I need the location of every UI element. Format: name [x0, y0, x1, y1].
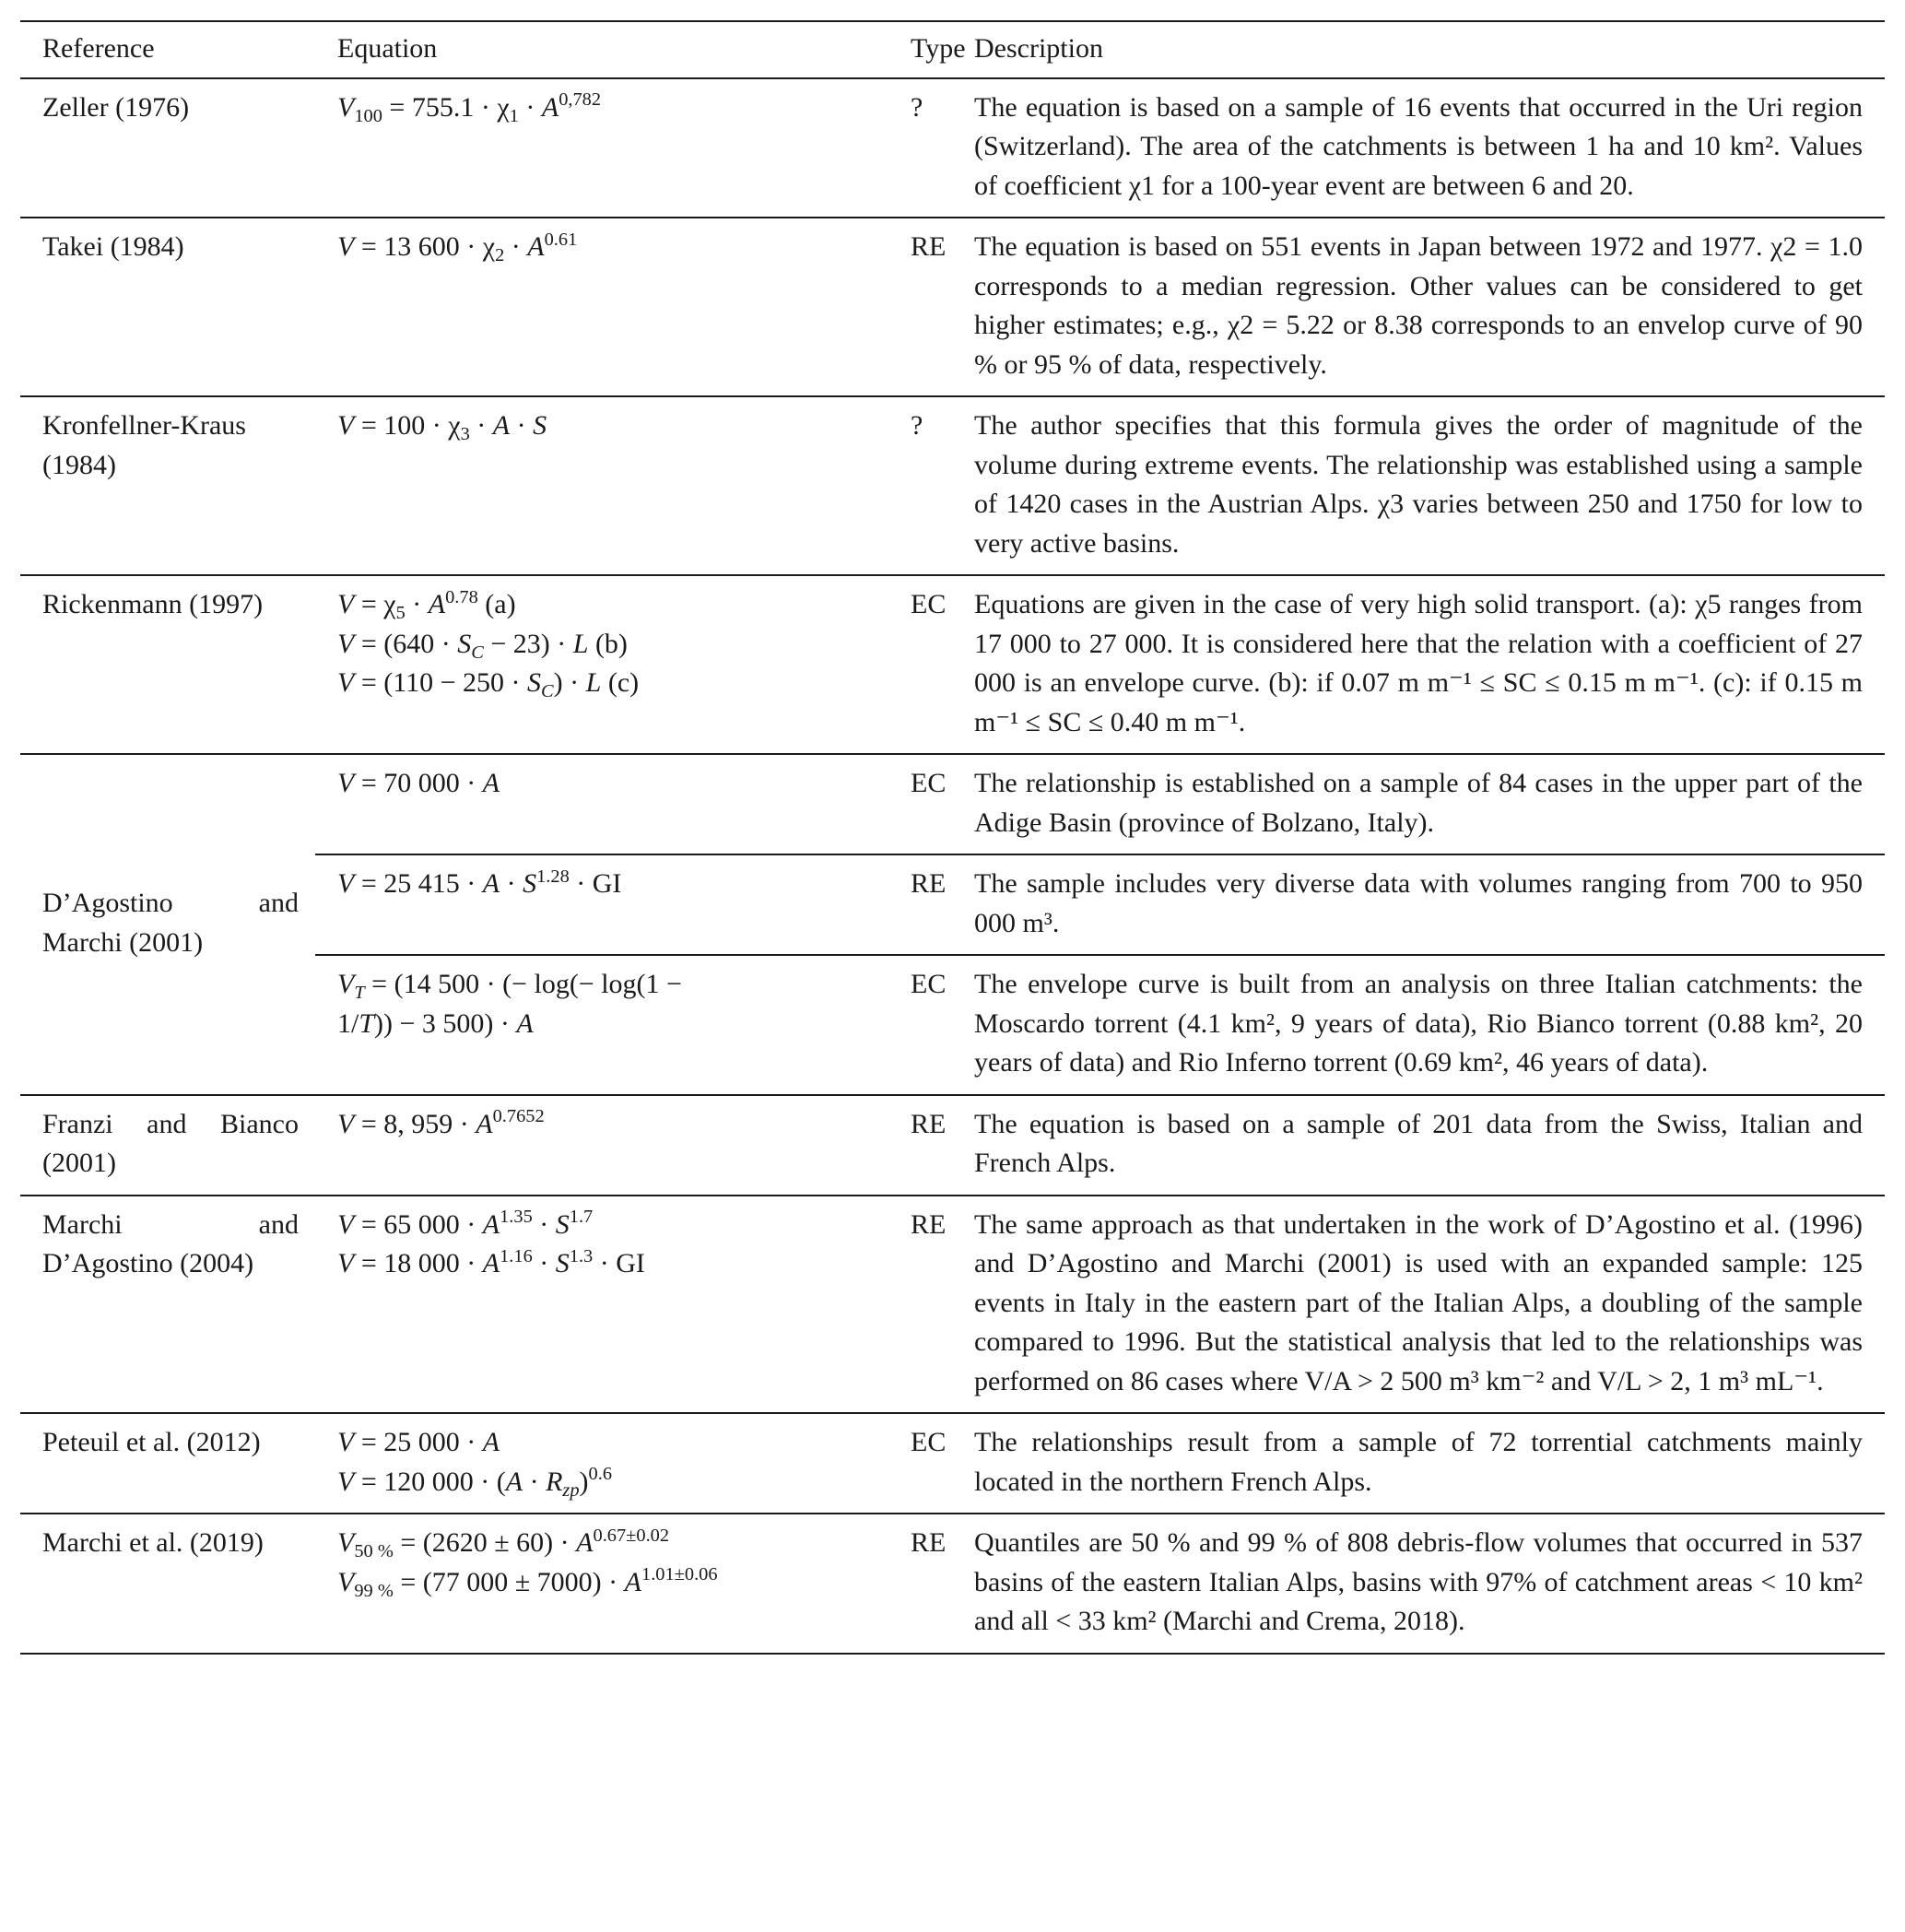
- equation-line: 1/T)) − 3 500) · A: [337, 1007, 534, 1039]
- reference-cell: Marchi and D’Agostino (2004): [42, 1208, 299, 1278]
- table-row: [20, 1413, 1885, 1514]
- reference-cell: Zeller (1976): [42, 91, 190, 123]
- type-cell: RE: [911, 1108, 947, 1139]
- description-cell: The sample includes very diverse data with volumes ranging from 700 to 950 000 m³.: [974, 854, 1885, 955]
- equation-cell: [315, 955, 868, 1095]
- description-cell: The author specifies that this formula gives the order of magnitude of the volume during extreme events. The relationship was established using a sample of 1420 cases in the Austrian Alps. χ3 varies between 250 and 1750 for low to very active basins.: [974, 410, 1863, 559]
- equation-cell: [315, 1095, 868, 1196]
- reference-cell: Takei (1984): [42, 231, 184, 262]
- table-header: [20, 21, 1885, 78]
- equation-line: V = 65 $000 \cdot A^{1.35} \cdot S^{1.7}$: [337, 1207, 594, 1240]
- type-cell: ?: [911, 91, 923, 123]
- type-cell: RE: [911, 1527, 947, 1558]
- reference-cell: Kronfellner-Kraus (1984): [42, 410, 246, 480]
- table-row: [20, 1514, 1885, 1654]
- equation-cell: [315, 396, 868, 575]
- equation-cell: [315, 1413, 868, 1514]
- description-cell: The equation is based on a sample of 201 data from the Swiss, Italian and French Alps.: [974, 1108, 1863, 1178]
- equation-line: $V_T = (14$ 500 · (− log(− log(1 −: [337, 969, 682, 1004]
- table-row: [20, 1196, 1885, 1414]
- header-equation: Equation: [337, 33, 438, 64]
- description-cell: The equation is based on a sample of 16 events that occurred in the Uri region (Switzerland). The area of the catchments is between 1 ha and 10 km². Values of coefficient χ1 for a 100-year event are between 6 and 20.: [974, 91, 1863, 201]
- table-row: [20, 218, 1885, 396]
- table-row: [20, 1095, 1885, 1196]
- equation-line: V = 8, $959 \cdot A^{0.7652}$: [337, 1106, 545, 1139]
- type-cell: ?: [911, 410, 923, 441]
- equation-line: $V = 100 \cdot \chi_3 \cdot A \cdot S$: [337, 410, 547, 445]
- debris-flow-volume-equations-table: [20, 20, 1885, 1655]
- type-cell: EC: [868, 754, 974, 854]
- equation-line: $V = (640 \cdot S_C - 23) \cdot L$ (b): [337, 628, 628, 663]
- equation-cell: [315, 575, 868, 754]
- reference-cell: D’Agostino and Marchi (2001): [20, 754, 315, 1095]
- equation-line: V = 25 000 · A: [337, 1427, 500, 1457]
- equation-line: V = 70 000 · A: [337, 768, 500, 798]
- equation-line: V = 120 $000 \cdot (A \cdot R_{zp})^{0.6}$: [337, 1464, 613, 1501]
- type-cell: EC: [911, 1427, 947, 1457]
- reference-cell: Franzi and Bianco (2001): [42, 1108, 299, 1178]
- description-cell: The envelope curve is built from an analysis on three Italian catchments: the Moscardo torrent (4.1 km², 9 years of data), Rio Bianco torrent (0.88 km², 20 years of data) and Rio Inferno torrent (0.69 km², 46 years of data).: [974, 969, 1863, 1078]
- equation-cell: [315, 218, 868, 396]
- equations-table-container: [20, 20, 1885, 1655]
- reference-cell: Peteuil et al. (2012): [42, 1427, 261, 1457]
- equation-cell: [315, 1514, 868, 1654]
- description-cell: Quantiles are 50 % and 99 % of 808 debris-flow volumes that occurred in 537 basins of the eastern Italian Alps, basins with 97% of catchment areas < 10 km² and all < 33 km² (Marchi and Crema, 2018).: [974, 1527, 1863, 1636]
- reference-cell: Rickenmann (1997): [42, 589, 264, 619]
- header-type: Type: [911, 33, 966, 64]
- description-cell: The equation is based on 551 events in Japan between 1972 and 1977. χ2 = 1.0 corresponds to a median regression. Other values can be considered to get higher estimates; e.g., χ2 = 5.22 or 8.38 corresponds to an envelop curve of 90 % or 95 % of data, respectively.: [974, 231, 1863, 380]
- description-cell: Equations are given in the case of very high solid transport. (a): χ5 ranges from 17 000 to 27 000. It is considered here that the relation with a coefficient of 27 000 is an envelope curve. (b): if 0.07 m m⁻¹ ≤ SC ≤ 0.15 m m⁻¹. (c): if 0.15 m m⁻¹ ≤ SC ≤ 0.40 m m⁻¹.: [974, 589, 1863, 737]
- table-row: [20, 396, 1885, 575]
- equation-line: $V = (110 - 250 \cdot S_C) \cdot L$ (c): [337, 667, 640, 702]
- type-cell: RE: [868, 854, 974, 955]
- equation-line: $V = \chi_5 \cdot A^{0.78}$ (a): [337, 586, 516, 624]
- table-body: [20, 78, 1885, 1654]
- equation-line: V = 18 $000 \cdot A^{1.16} \cdot S^{1.3}$ · GI: [337, 1245, 645, 1278]
- equation-cell: [315, 854, 868, 955]
- table-row: [20, 754, 1885, 854]
- equation-line: V = 13 $600 \cdot \chi_2 \cdot A^{0.61}$: [337, 229, 578, 266]
- equation-line: V = 25 $415 \cdot A \cdot S^{1.28}$ · GI: [337, 866, 622, 899]
- header-row: [20, 21, 1885, 78]
- equation-line: $V_{50 \%} = (2620 \pm 60) \cdot A^{0.67\pm 0.02}$: [337, 1525, 670, 1562]
- type-cell: RE: [911, 231, 947, 262]
- description-cell: The same approach as that undertaken in the work of D’Agostino et al. (1996) and D’Agostino and Marchi (2001) is used with an expanded sample: 125 events in Italy in the eastern part of the Italian Alps, a doubling of the sample compared to 1996. But the statistical analysis that led to the relationships was performed on 86 cases where V/A > 2 500 m³ km⁻² and V/L > 2, 1 m³ mL⁻¹.: [974, 1208, 1863, 1396]
- equation-cell: [315, 754, 868, 854]
- table-row: [20, 575, 1885, 754]
- equation-cell: [315, 1196, 868, 1414]
- equation-line: $V_{100} = 755.1 \cdot \chi_1 \cdot A^{0,782}$: [337, 89, 602, 126]
- equation-line: $V_{99 \%} = (77$ $000 \pm 7000) \cdot A^{1.01\pm 0.06}$: [337, 1564, 718, 1601]
- description-cell: The relationships result from a sample of 72 torrential catchments mainly located in the northern French Alps.: [974, 1427, 1863, 1497]
- type-cell: EC: [911, 969, 947, 999]
- equation-cell: [315, 78, 868, 218]
- header-reference: Reference: [42, 33, 155, 64]
- description-cell: The relationship is established on a sample of 84 cases in the upper part of the Adige Basin (province of Bolzano, Italy).: [974, 754, 1885, 854]
- table-row: [20, 78, 1885, 218]
- header-description: Description: [974, 33, 1103, 64]
- type-cell: RE: [911, 1208, 947, 1240]
- type-cell: EC: [911, 589, 947, 619]
- reference-cell: Marchi et al. (2019): [42, 1527, 264, 1558]
